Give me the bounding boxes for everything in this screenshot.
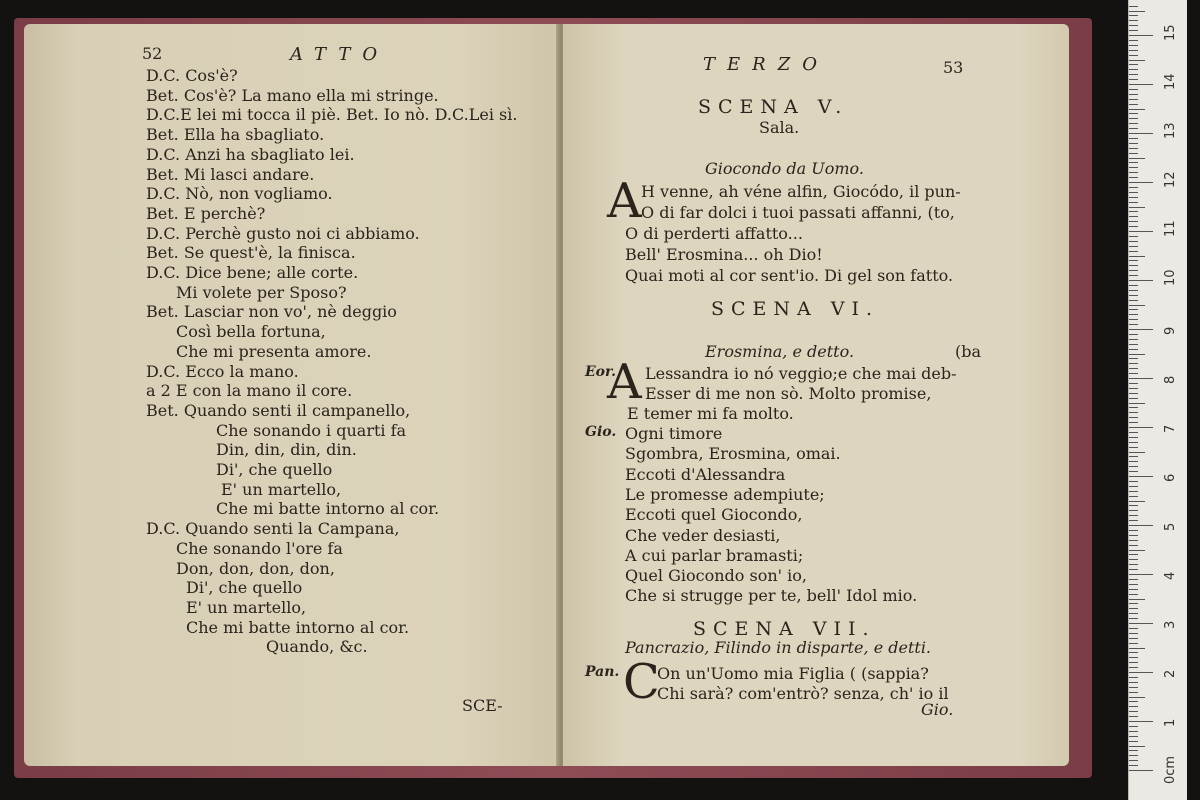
ruler-tick [1129, 256, 1145, 257]
text-line: D.C. Quando senti la Campana, [146, 519, 400, 539]
ruler-label: 14 [1163, 73, 1178, 90]
ruler-tick [1129, 505, 1138, 506]
ruler-label: 5 [1163, 522, 1178, 531]
ruler-tick [1129, 452, 1145, 453]
ruler-tick [1129, 187, 1138, 188]
ruler-label: 3 [1163, 620, 1178, 629]
ruler-tick [1129, 554, 1138, 555]
ruler-tick [1129, 559, 1138, 560]
ruler-tick [1129, 407, 1138, 408]
text-line: Che sonando i quarti fa [216, 420, 407, 440]
text-line: On un'Uomo mia Figlia ( (sappia? [657, 664, 929, 683]
ruler-tick [1129, 741, 1138, 742]
text-line: Bet. Ella ha sbagliato. [146, 125, 325, 145]
ruler-tick [1129, 623, 1153, 624]
ruler-tick [1129, 594, 1138, 595]
text-line: Eccoti d'Alessandra [625, 464, 786, 484]
ruler-tick [1129, 216, 1138, 217]
scene-7-stage-direction: Pancrazio, Filindo in disparte, e detti. [625, 638, 932, 657]
text-line: Eccoti quel Giocondo, [625, 505, 803, 525]
ruler-tick [1129, 599, 1145, 600]
scene-6-stage-direction: Erosmina, e detto. [705, 342, 855, 361]
text-line: Lessandra io nó veggio;e che mai deb- [645, 364, 957, 383]
ruler-tick [1129, 628, 1138, 629]
ruler-tick [1129, 574, 1153, 575]
text-line: O di far dolci i tuoi passati affanni, (to, [641, 203, 955, 222]
right-page [563, 24, 1069, 766]
ruler-tick [1129, 373, 1138, 374]
ruler-tick [1129, 476, 1153, 477]
left-running-header: ATTO [290, 44, 390, 65]
text-line: E' un martello, [186, 597, 307, 617]
ruler-tick [1129, 746, 1145, 747]
ruler-tick [1129, 471, 1138, 472]
ruler-tick [1129, 197, 1138, 198]
ruler-tick [1129, 525, 1153, 526]
ruler-label: 10 [1163, 269, 1178, 286]
ruler-tick [1129, 344, 1138, 345]
ruler-tick [1129, 211, 1138, 212]
ruler-tick [1129, 403, 1145, 404]
measuring-ruler [1128, 0, 1187, 800]
ruler-tick [1129, 295, 1138, 296]
speaker-erosmina: Eor. [585, 364, 616, 380]
ruler-tick [1129, 510, 1138, 511]
ruler-tick [1129, 731, 1138, 732]
text-line: A cui parlar bramasti; [625, 545, 804, 565]
ruler-tick [1129, 501, 1145, 502]
ruler-tick [1129, 226, 1138, 227]
text-line: Così bella fortuna, [176, 322, 326, 342]
ruler-tick [1129, 153, 1138, 154]
ruler-label: 1 [1163, 718, 1178, 727]
ruler-tick [1129, 662, 1138, 663]
ruler-tick [1129, 667, 1138, 668]
ruler-tick [1129, 55, 1138, 56]
ruler-tick [1129, 412, 1138, 413]
ruler-tick [1129, 648, 1145, 649]
ruler-tick [1129, 398, 1138, 399]
ruler-tick [1129, 378, 1153, 379]
ruler-tick [1129, 461, 1138, 462]
ruler-tick [1129, 530, 1138, 531]
ruler-tick [1129, 128, 1138, 129]
ruler-tick [1129, 697, 1145, 698]
ruler-tick [1129, 726, 1138, 727]
ruler-tick [1129, 300, 1138, 301]
text-line: D.C. Anzi ha sbagliato lei. [146, 144, 355, 164]
ruler-tick [1129, 437, 1138, 438]
ruler-tick [1129, 692, 1138, 693]
ruler-tick [1129, 79, 1138, 80]
text-line: Mi volete per Sposo? [176, 282, 347, 302]
ruler-tick [1129, 84, 1153, 85]
ruler-tick [1129, 290, 1138, 291]
ruler-tick [1129, 20, 1138, 21]
text-line: O di perderti affatto... [625, 224, 803, 243]
ruler-tick [1129, 280, 1153, 281]
ruler-tick [1129, 481, 1138, 482]
text-line: Esser di me non sò. Molto promise, [645, 384, 932, 403]
ruler-tick [1129, 319, 1138, 320]
text-line: D.C. Nò, non vogliamo. [146, 184, 333, 204]
ruler-tick [1129, 109, 1145, 110]
ruler-tick [1129, 265, 1138, 266]
text-line: Di', che quello [186, 578, 303, 598]
ruler-tick [1129, 324, 1138, 325]
text-line: Che mi batte intorno al cor. [216, 499, 440, 519]
speaker-pancrazio: Pan. [585, 664, 620, 680]
text-line: Bet. Se quest'è, la finisca. [146, 243, 356, 263]
ruler-tick [1129, 569, 1138, 570]
ruler-tick [1129, 162, 1138, 163]
ruler-tick [1129, 285, 1138, 286]
text-line: Quai moti al cor sent'io. Di gel son fatto. [625, 266, 954, 285]
ruler-tick [1129, 603, 1138, 604]
ruler-tick [1129, 589, 1138, 590]
ruler-tick [1129, 550, 1145, 551]
text-line: Bet. Cos'è? La mano ella mi stringe. [146, 85, 439, 105]
scene-5-drop-cap: A [607, 173, 642, 229]
ruler-tick [1129, 133, 1153, 134]
ruler-tick [1129, 158, 1145, 159]
ruler-tick [1129, 172, 1138, 173]
text-line: Che mi presenta amore. [176, 341, 372, 361]
text-line: Din, din, din, din. [216, 440, 357, 460]
ruler-tick [1129, 177, 1138, 178]
text-line: Che veder desiasti, [625, 525, 781, 545]
ruler-tick [1129, 305, 1145, 306]
text-line: Quel Giocondo son' io, [625, 566, 807, 586]
ruler-tick [1129, 11, 1145, 12]
text-line: Don, don, don, don, [176, 558, 335, 578]
ruler-tick [1129, 760, 1138, 761]
ruler-tick [1129, 721, 1153, 722]
ruler-tick [1129, 579, 1138, 580]
text-line: Chi sarà? com'entrò? senza, ch' io il [657, 684, 949, 703]
ruler-tick [1129, 143, 1138, 144]
ruler-tick [1129, 383, 1138, 384]
text-line: Bet. Quando senti il campanello, [146, 400, 411, 420]
ruler-tick [1129, 35, 1153, 36]
ruler-tick [1129, 246, 1138, 247]
ruler-label: 8 [1163, 375, 1178, 384]
ruler-label: 2 [1163, 669, 1178, 678]
ruler-tick [1129, 241, 1138, 242]
ruler-tick [1129, 40, 1138, 41]
ruler-tick [1129, 260, 1138, 261]
ruler-tick [1129, 613, 1138, 614]
ruler-tick [1129, 682, 1138, 683]
ruler-tick [1129, 64, 1138, 65]
text-line: D.C. Cos'è? [146, 66, 238, 85]
scene-6-drop-cap: A [607, 354, 642, 410]
ruler-tick [1129, 633, 1138, 634]
ruler-tick [1129, 417, 1138, 418]
ruler-tick [1129, 701, 1138, 702]
ruler-tick [1129, 687, 1138, 688]
scene-5-stage-direction: Giocondo da Uomo. [705, 159, 864, 178]
ruler-tick [1129, 30, 1138, 31]
ruler-tick [1129, 354, 1145, 355]
ruler-tick [1129, 422, 1138, 423]
text-line: Di', che quello [216, 460, 333, 479]
ruler-tick [1129, 388, 1138, 389]
text-line: Ogni timore [625, 424, 723, 443]
ruler-tick [1129, 672, 1153, 673]
ruler-label: 7 [1163, 424, 1178, 433]
text-line: H venne, ah véne alfin, Giocódo, il pun- [641, 182, 961, 201]
ruler-tick [1129, 182, 1153, 183]
ruler-tick [1129, 608, 1138, 609]
ruler-tick [1129, 535, 1138, 536]
right-page-number: 53 [943, 58, 964, 77]
ruler-tick [1129, 334, 1138, 335]
text-line: Sgombra, Erosmina, omai. [625, 444, 841, 464]
ruler-tick [1129, 60, 1145, 61]
scene-6-margin-note: (ba [955, 342, 982, 361]
text-line: Che mi batte intorno al cor. [186, 617, 410, 637]
ruler-tick [1129, 251, 1138, 252]
ruler-tick [1129, 456, 1138, 457]
ruler-tick [1129, 275, 1138, 276]
ruler-tick [1129, 770, 1153, 771]
ruler-label: 9 [1163, 326, 1178, 335]
ruler-tick [1129, 221, 1138, 222]
text-line: Bet. Lasciar non vo', nè deggio [146, 302, 397, 322]
ruler-tick [1129, 496, 1138, 497]
ruler-tick [1129, 202, 1138, 203]
ruler-tick [1129, 755, 1138, 756]
scene-6-title: SCENA VI. [711, 298, 880, 320]
ruler-tick [1129, 520, 1138, 521]
text-line: a 2 E con la mano il core. [146, 381, 353, 401]
ruler-tick [1129, 148, 1138, 149]
ruler-tick [1129, 736, 1138, 737]
text-line: Che sonando l'ore fa [176, 538, 343, 558]
ruler-tick [1129, 69, 1138, 70]
text-line: D.C.E lei mi tocca il piè. Bet. Io nò. D.C.Lei sì. [146, 105, 518, 125]
text-line: E temer mi fa molto. [627, 404, 794, 423]
ruler-tick [1129, 118, 1138, 119]
text-line: D.C. Dice bene; alle corte. [146, 263, 359, 282]
ruler-tick [1129, 15, 1138, 16]
ruler-tick [1129, 368, 1138, 369]
scene-5-setting: Sala. [759, 118, 800, 137]
ruler-tick [1129, 486, 1138, 487]
ruler-tick [1129, 564, 1138, 565]
ruler-tick [1129, 677, 1138, 678]
ruler-tick [1129, 123, 1138, 124]
left-page-number: 52 [142, 44, 163, 63]
ruler-tick [1129, 339, 1138, 340]
ruler-tick [1129, 545, 1138, 546]
text-line: E' un martello, [221, 479, 342, 499]
ruler-tick [1129, 99, 1138, 100]
ruler-tick [1129, 466, 1138, 467]
ruler-tick [1129, 358, 1138, 359]
ruler-tick [1129, 231, 1153, 232]
ruler-tick [1129, 25, 1138, 26]
text-line: Bell' Erosmina... oh Dio! [625, 245, 823, 264]
ruler-tick [1129, 363, 1138, 364]
ruler-tick [1129, 427, 1153, 428]
ruler-label: 4 [1163, 571, 1178, 580]
ruler-tick [1129, 643, 1138, 644]
ruler-tick [1129, 657, 1138, 658]
left-page [24, 24, 560, 766]
ruler-tick [1129, 765, 1138, 766]
ruler-tick [1129, 167, 1138, 168]
ruler-tick [1129, 6, 1138, 7]
text-line: Bet. E perchè? [146, 203, 266, 223]
ruler-label: 11 [1163, 220, 1178, 237]
ruler-tick [1129, 750, 1138, 751]
ruler-tick [1129, 432, 1138, 433]
ruler-label: 0cm [1163, 755, 1178, 784]
ruler-tick [1129, 706, 1138, 707]
ruler-tick [1129, 94, 1138, 95]
ruler-tick [1129, 491, 1138, 492]
ruler-tick [1129, 618, 1138, 619]
ruler-tick [1129, 50, 1138, 51]
ruler-label: 12 [1163, 171, 1178, 188]
ruler-tick [1129, 584, 1138, 585]
ruler-tick [1129, 309, 1138, 310]
right-catchword: Gio. [921, 700, 954, 719]
left-catchword: SCE- [462, 696, 503, 715]
ruler-tick [1129, 329, 1153, 330]
ruler-tick [1129, 207, 1145, 208]
ruler-tick [1129, 349, 1138, 350]
ruler-label: 15 [1163, 24, 1178, 41]
ruler-tick [1129, 515, 1138, 516]
ruler-tick [1129, 45, 1138, 46]
ruler-tick [1129, 89, 1138, 90]
speaker-giocondo: Gio. [585, 424, 617, 440]
scene-5-title: SCENA V. [698, 96, 849, 118]
ruler-tick [1129, 638, 1138, 639]
ruler-tick [1129, 104, 1138, 105]
scene-7-drop-cap: C [623, 654, 660, 710]
ruler-label: 13 [1163, 122, 1178, 139]
ruler-tick [1129, 236, 1138, 237]
ruler-tick [1129, 314, 1138, 315]
text-line: Quando, &c. [266, 637, 368, 657]
text-line: D.C. Perchè gusto noi ci abbiamo. [146, 223, 420, 243]
ruler-tick [1129, 270, 1138, 271]
text-line: Le promesse adempiute; [625, 484, 825, 504]
ruler-label: 6 [1163, 473, 1178, 482]
ruler-tick [1129, 74, 1138, 75]
text-line: Che si strugge per te, bell' Idol mio. [625, 586, 918, 606]
ruler-tick [1129, 540, 1138, 541]
ruler-tick [1129, 716, 1138, 717]
ruler-tick [1129, 113, 1138, 114]
ruler-tick [1129, 711, 1138, 712]
ruler-tick [1129, 393, 1138, 394]
ruler-tick [1129, 447, 1138, 448]
ruler-tick [1129, 138, 1138, 139]
ruler-tick [1129, 652, 1138, 653]
right-running-header: TERZO [703, 54, 829, 75]
text-line: D.C. Ecco la mano. [146, 361, 299, 381]
scene-7-title: SCENA VII. [693, 618, 876, 640]
ruler-tick [1129, 442, 1138, 443]
ruler-tick [1129, 192, 1138, 193]
text-line: Bet. Mi lasci andare. [146, 164, 315, 184]
